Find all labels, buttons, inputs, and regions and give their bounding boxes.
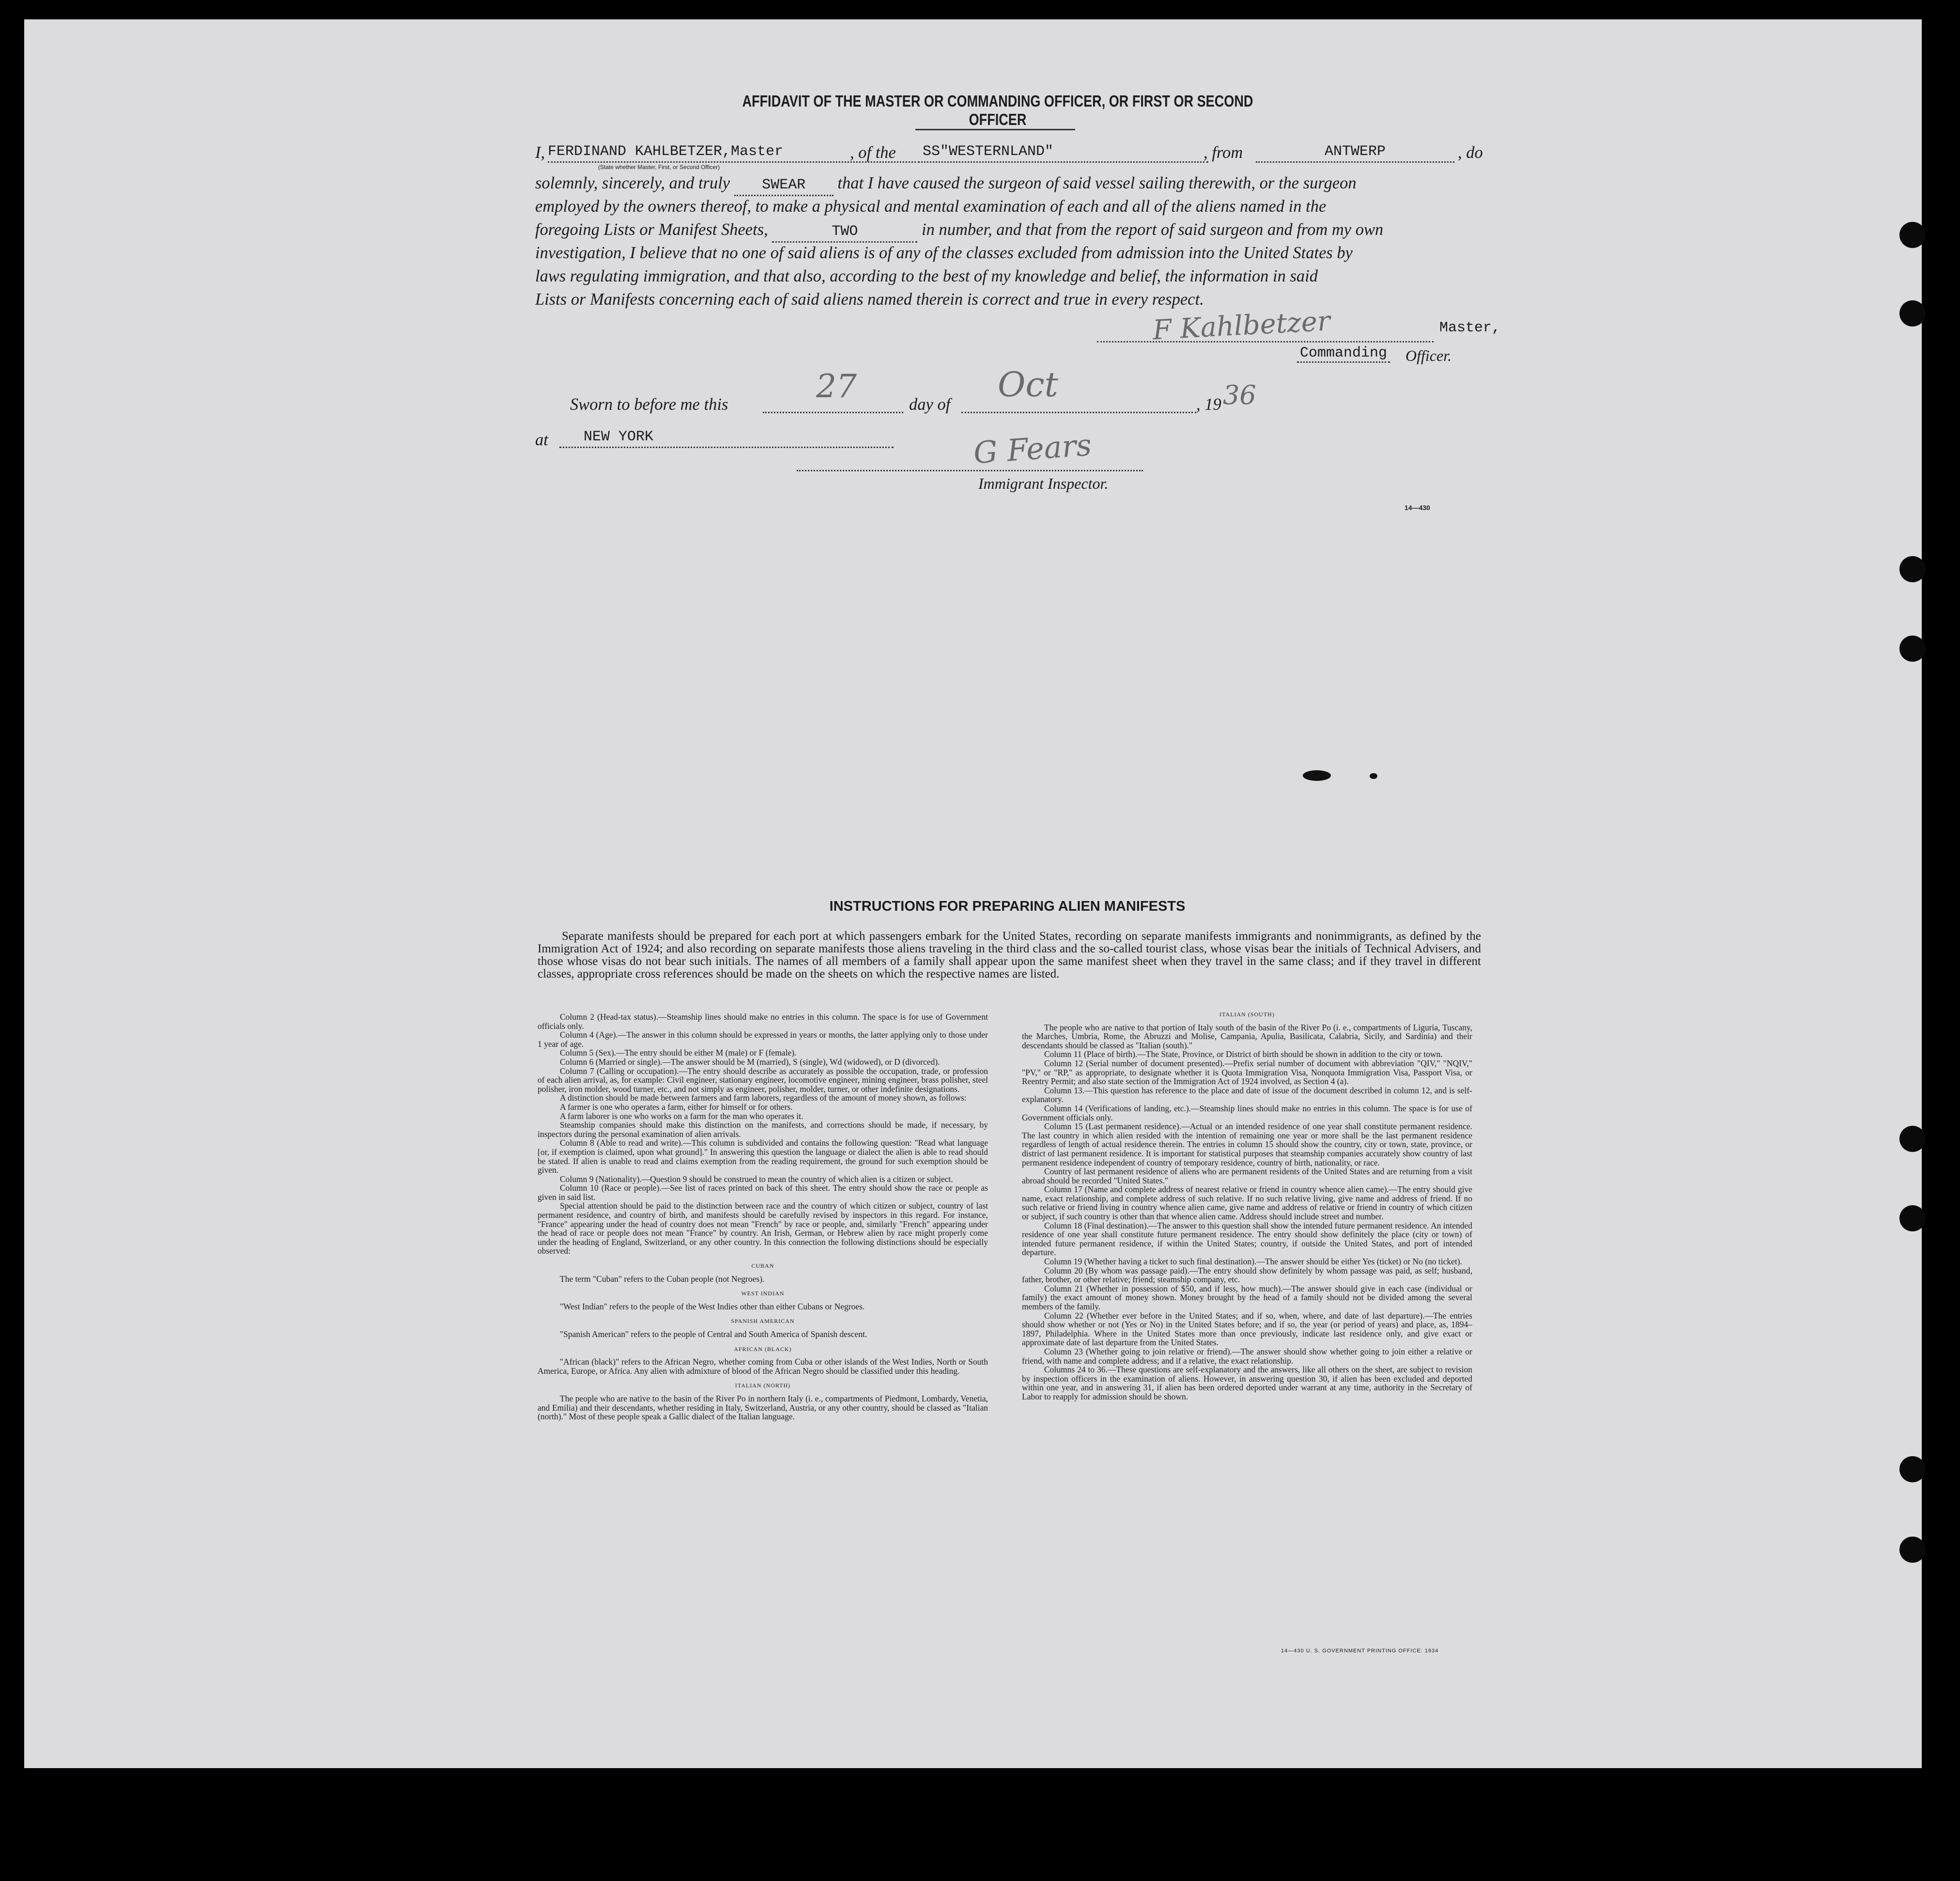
punch-hole: [1899, 1126, 1926, 1152]
punch-hole: [1899, 1456, 1926, 1482]
i-prefix: I,: [535, 143, 545, 162]
lists-text: foregoing Lists or Manifest Sheets,: [535, 220, 768, 239]
from-label: , from: [1204, 143, 1243, 162]
day-of-text: day of: [909, 395, 951, 414]
punch-hole: [1899, 556, 1926, 582]
master-signature: F Kahlbetzer: [1152, 305, 1331, 346]
vessel-field[interactable]: SS"WESTERNLAND": [918, 142, 1208, 163]
printing-office-footer: 14—430 U. S. GOVERNMENT PRINTING OFFICE: 1934: [1281, 1648, 1439, 1654]
cuban-text: The term "Cuban" refers to the Cuban people (not Negroes).: [560, 1274, 765, 1284]
title-rule: [915, 129, 1075, 130]
affidavit-form-number: 14—430: [1404, 504, 1430, 512]
master-label: Master,: [1439, 320, 1501, 336]
steamship-distinction: Steamship companies should make this distinction on the manifests, and corrections should be made, if necessary, by inspectors during the personal examination of alien arrivals.: [538, 1120, 988, 1139]
west-indian-text: "West Indian" refers to the people of the West Indies other than either Cubans or Negroes.: [560, 1301, 865, 1311]
master-signature-line: [1097, 324, 1434, 342]
affidavit-line-7: Lists or Manifests concerning each of said aliens named therein is correct and true in every respect.: [535, 290, 1204, 309]
year-prefix: , 19: [1196, 395, 1221, 414]
column-9-note: Column 9 (Nationality).—Question 9 should be construed to mean the country of which alien is a citizen or subject.: [560, 1174, 953, 1184]
italian-north-text: The people who are native to the basin of the River Po in northern Italy (i. e., compartments of Piedmont, Lombardy, Venetia, and Emilia) and their descendants, whether residing in Italy, Switzerland, Austria, or any other country, should be classed as "Italian (north)." Most of these people speak a Gallic dialect of the Italian language.: [538, 1393, 988, 1422]
document-page: [24, 19, 1922, 1768]
farm-laborer-definition: A farm laborer is one who works on a farm for the man who operates it.: [560, 1111, 803, 1121]
commanding-field: Commanding: [1297, 345, 1390, 363]
sworn-month-value: Oct: [998, 365, 1058, 404]
affidavit-line-2: [535, 173, 1484, 196]
punch-hole: [1899, 222, 1926, 248]
place-field[interactable]: NEW YORK: [559, 427, 894, 448]
affidavit-line-1: [535, 143, 1484, 164]
officer-rank-note: (State whether Master, First, or Second Officer): [598, 164, 720, 171]
race-attention-note: Special attention should be paid to the distinction between race and the country of which citizen or subject, country of last permanent residence, and country of birth, and manifests should be carefully revised by inspectors in this regard. For instance, "France" appearing under the head of country does not mean "French" by race or people, and, similarly "French" appearing under the head of race or people does not mean "France" by country. An Irish, German, or Hebrew alien by race might properly come under the heading of England, Switzerland, or any other country. In this connection the following distinctions should be especially observed:: [538, 1201, 988, 1256]
do-label: , do: [1458, 143, 1483, 162]
column-12-note: Column 12 (Serial number of document presented).—Prefix serial number of document with abbreviation "QIV," "NQIV," "PV," or "RP," as appropriate, to designate whether it is Quota Immigration Visa, Nonquota Immigration Visa, Passport Visa, or Reentry Permit; and also state section of the Immigration Act of 1924 involved, as Section 4 (a).: [1022, 1058, 1472, 1087]
oath-field[interactable]: SWEAR: [734, 175, 833, 196]
surgeon-text: that I have caused the surgeon of said vessel sailing therewith, or the surgeon: [837, 174, 1357, 192]
sworn-month-field[interactable]: [961, 392, 1196, 413]
ink-smudge: [1303, 770, 1331, 781]
instructions-title: INSTRUCTIONS FOR PREPARING ALIEN MANIFESTS: [829, 899, 1186, 914]
columns-24-36-note: Columns 24 to 36.—These questions are self-explanatory and the answers, like all others on the sheet, are subject to revision by inspection officers in the examination of aliens. However, in answering question 30, if alien has been excluded and deported within one year, and in answering 31, if alien has been ordered deported under warrant at any time, authority in the Secretary of Labor to reapply for admission should be shown.: [1022, 1365, 1472, 1401]
farmer-distinction: A distinction should be made between farmers and farm laborers, regardless of the amount of money shown, as follows:: [560, 1093, 967, 1103]
italian-south-heading: ITALIAN (SOUTH): [1219, 1011, 1275, 1018]
column-23-note: Column 23 (Whether going to join relative or friend).—The answer should show whether going to join either a relative or friend, with name and complete address; and if a relative, the exact relationship.: [1022, 1346, 1472, 1366]
column-21-note: Column 21 (Whether in possession of $50, and if less, how much).—The answer should give in each case (individual or family) the exact amount of money shown. Money brought by the head of a family should not be divided among the several members of the family.: [1022, 1283, 1472, 1311]
sworn-line: [535, 365, 1484, 417]
punch-hole: [1899, 1537, 1926, 1563]
affidavit-title: AFFIDAVIT OF THE MASTER OR COMMANDING OFFICER, OR FIRST OR SECOND OFFICER: [742, 92, 1253, 128]
affidavit-line-6: laws regulating immigration, and that also, according to the best of my knowledge and belief, the information in said: [535, 267, 1318, 285]
affidavit-line-5: investigation, I believe that no one of said aliens is of any of the classes excluded from admission into the United States by: [535, 244, 1353, 262]
column-8-note: Column 8 (Able to read and write).—This column is subdivided and contains the following question: "Read what language [or, if exemption is claimed, upon what ground]." In answering this question the language or dialect the alien is able to read should be stated. If alien is unable to read and claims exemption from the reading requirement, the ground for such exemption should be given.: [538, 1138, 988, 1175]
punch-hole: [1899, 300, 1926, 326]
sheet-count-field[interactable]: TWO: [772, 222, 917, 243]
port-field[interactable]: ANTWERP: [1256, 142, 1454, 163]
column-10-note: Column 10 (Race or people).—See list of races printed on back of this sheet. The entry should show the race or people as given in said list.: [538, 1183, 988, 1202]
sworn-year-value: 36: [1223, 380, 1256, 410]
instructions-left-column: [538, 1012, 988, 1421]
column-4-note: Column 4 (Age).—The answer in this column should be expressed in years or months, the latter applying only to those under 1 year of age.: [538, 1030, 988, 1049]
solemnly-text: solemnly, sincerely, and truly: [535, 174, 730, 192]
column-11-note: Column 11 (Place of birth).—The State, Province, or District of birth should be shown in addition to the city or town.: [1044, 1049, 1443, 1059]
officer-name-field[interactable]: FERDINAND KAHLBETZER,Master: [548, 142, 916, 163]
number-text: in number, and that from the report of said surgeon and from my own: [922, 220, 1384, 239]
column-6-note: Column 6 (Married or single).—The answer should be M (married), S (single), Wd (widowed), or D (divorced).: [560, 1057, 940, 1067]
cuban-heading: CUBAN: [751, 1262, 774, 1270]
west-indian-heading: WEST INDIAN: [741, 1290, 785, 1297]
column-20-note: Column 20 (By whom was passage paid).—The entry should show definitely by whom passage was paid, as self; husband, father, brother, or other relative; friend; steamship company, etc.: [1022, 1265, 1472, 1285]
column-18-note: Column 18 (Final destination).—The answer to this question shall show the intended future permanent residence. An intended residence of one year shall constitute future permanent residence. The entry should show definitely the place (city or town) of intended future permanent residence, if within the United States; country, if outside the United States, and port of intended departure.: [1022, 1220, 1472, 1258]
inspector-signature-line: [797, 455, 1143, 471]
african-text: "African (black)" refers to the African Negro, whether coming from Cuba or other islands of the West Indies, North or South America, Europe, or Africa. Any alien with admixture of blood of the African Negro should be classified under this heading.: [538, 1357, 988, 1376]
spanish-american-text: "Spanish American" refers to the people of Central and South America of Spanish descent.: [560, 1329, 867, 1339]
punch-hole: [1899, 1205, 1926, 1231]
us-residence-note: Country of last permanent residence of aliens who are permanent residents of the United States and are returning from a visit abroad should be recorded "United States.": [1022, 1166, 1472, 1185]
ink-smudge: [1370, 773, 1377, 779]
italian-south-text: The people who are native to that portion of Italy south of the basin of the River Po (i. e., compartments of Liguria, Tuscany, the Marches, Umbria, Rome, the Abruzzi and Molise, Campania, Apulia, Basilicata, Calabria, Sicily, and Sardinia) and their descendants should be classed as "Italian (south).": [1022, 1022, 1472, 1050]
sworn-text: Sworn to before me this: [570, 395, 728, 414]
column-7-note: Column 7 (Calling or occupation).—The entry should describe as accurately as possible the occupation, trade, or profession of each alien arrival, as, for example: Civil engineer, stationary engineer, locomotive engineer, mining engineer, brass polisher, steel polisher, iron molder, wood turner, etc., and not simply as engineer, polisher, molder, turner, or other indefinite designations.: [538, 1066, 988, 1094]
column-14-note: Column 14 (Verifications of landing, etc.).—Steamship lines should make no entries in this column. The space is for use of Government officials only.: [1022, 1103, 1472, 1122]
column-19-note: Column 19 (Whether having a ticket to such final destination).—The answer should be either Yes (ticket) or No (no ticket).: [1044, 1257, 1463, 1267]
column-15-note: Column 15 (Last permanent residence).—Actual or an intended residence of one year shall constitute permanent residence. The last country in which alien resided with the intention of remaining one year or more shall be the last permanent residence regardless of length of actual residence therein. The entries in column 15 should show the country, city or town, state, province, or district of last permanent residence. It is important for statistical purposes that steamship companies accurately show country of last permanent residence independent of country of temporary residence, country of birth, nationality, or race.: [1022, 1121, 1472, 1167]
affidavit-line-3: employed by the owners thereof, to make a physical and mental examination of each and all of the aliens named in the: [535, 197, 1327, 216]
punch-hole: [1899, 636, 1926, 662]
italian-north-heading: ITALIAN (NORTH): [735, 1382, 791, 1389]
at-label: at: [535, 431, 548, 449]
of-the-label: , of the: [850, 143, 896, 162]
instructions-right-column: [1022, 1010, 1472, 1401]
inspector-signature: G Fears: [972, 427, 1093, 471]
column-22-note: Column 22 (Whether ever before in the United States; and if so, when, where, and date of last departure).—The entries should show whether or not (Yes or No) in the United States before; and if so, the year (or period of years) and place, as, 1894–1897, Philadelphia. Where in the United States more than once previously, indicate last residence only, and give exact or approximate date of last departure from the United States.: [1022, 1310, 1472, 1348]
affidavit-line-4: [535, 220, 1484, 243]
column-2-note: Column 2 (Head-tax status).—Steamship lines should make no entries in this column. The space is for use of Government officials only.: [538, 1012, 988, 1031]
inspector-label: Immigrant Inspector.: [978, 475, 1109, 492]
column-17-note: Column 17 (Name and complete address of nearest relative or friend in country whence alien came).—The entry should give name, exact relationship, and complete address of such relative. If no such relative living, give name and address of friend. If no such relative or friend living in country whence alien came, give name and address of relative or friend in country of which citizen or subject, if such country is other than that whence alien came. Address should include street and number.: [1022, 1184, 1472, 1222]
column-5-note: Column 5 (Sex).—The entry should be either M (male) or F (female).: [560, 1048, 797, 1058]
column-13-note: Column 13.—This question has reference to the place and date of issue of the document described in column 12, and is self-explanatory.: [1022, 1085, 1472, 1104]
instructions-intro: Separate manifests should be prepared for each port at which passengers embark for the United States, recording on separate manifests immigrants and nonimmigrants, as defined by the Immigration Act of 1924; and also recording on separate manifests those aliens traveling in the third class and the so-called tourist class, whose visas bear the initials of Technical Advisers, and those whose visas do not bear such initials. The names of all members of a family shall appear upon the same manifest sheet when they travel in the same class; and if they travel in different classes, appropriate cross references should be made on the sheets on which the respective names are listed.: [538, 930, 1481, 980]
farmer-definition: A farmer is one who operates a farm, either for himself or for others.: [560, 1102, 793, 1112]
officer-label: Officer.: [1405, 347, 1452, 364]
spanish-american-heading: SPANISH AMERICAN: [731, 1318, 795, 1325]
sworn-day-value: 27: [816, 368, 857, 405]
african-heading: AFRICAN (BLACK): [734, 1345, 792, 1352]
